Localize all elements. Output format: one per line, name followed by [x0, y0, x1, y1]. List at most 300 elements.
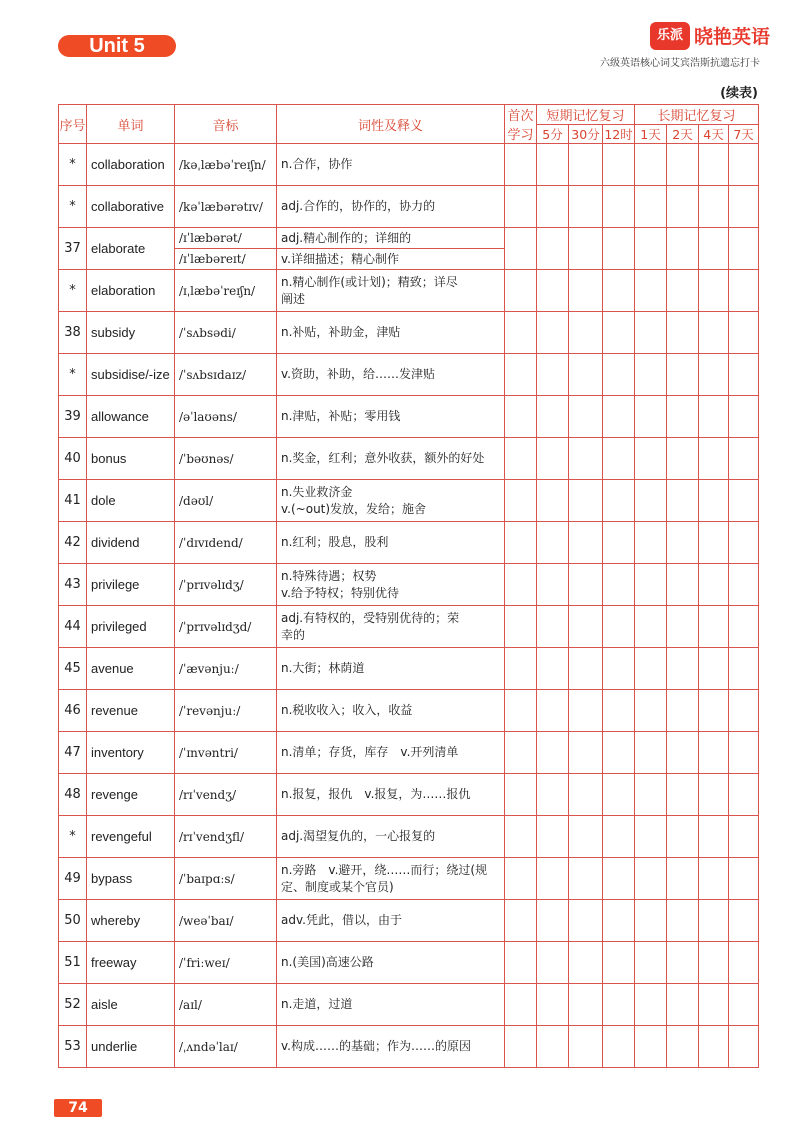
review-checkbox[interactable] [667, 564, 699, 606]
review-checkbox[interactable] [699, 270, 729, 312]
definition-cell [277, 1026, 505, 1068]
row-number: 49 [59, 858, 87, 900]
definition-line: n.红利；股息，股利 [281, 535, 389, 549]
review-checkbox[interactable] [667, 816, 699, 858]
review-checkbox[interactable] [699, 606, 729, 648]
review-checkbox[interactable] [635, 774, 667, 816]
table-row [59, 858, 759, 900]
review-checkbox[interactable] [729, 522, 759, 564]
definition-line: n.精心制作(或计划)；精致；详尽 [281, 274, 458, 289]
table-row [59, 690, 759, 732]
definition-line: 幸的 [281, 627, 306, 642]
review-checkbox[interactable] [537, 144, 569, 186]
review-checkbox[interactable] [603, 858, 635, 900]
review-checkbox[interactable] [729, 186, 759, 228]
review-checkbox[interactable] [635, 900, 667, 942]
review-checkbox[interactable] [729, 732, 759, 774]
row-number: 51 [59, 942, 87, 984]
review-checkbox[interactable] [699, 564, 729, 606]
review-checkbox[interactable] [569, 900, 603, 942]
review-checkbox[interactable] [505, 564, 537, 606]
definition-line: n.清单；存货，库存 v.开列清单 [281, 745, 459, 759]
word-cell: dole [87, 480, 175, 522]
col-header-phonetic: 音标 [175, 105, 277, 144]
review-checkbox[interactable] [569, 816, 603, 858]
review-checkbox[interactable] [603, 816, 635, 858]
table-row [59, 564, 759, 606]
review-checkbox[interactable] [699, 690, 729, 732]
row-number: * [59, 270, 87, 312]
review-checkbox[interactable] [729, 1026, 759, 1068]
review-checkbox[interactable] [699, 900, 729, 942]
review-checkbox[interactable] [505, 774, 537, 816]
review-checkbox[interactable] [537, 228, 569, 270]
review-checkbox[interactable] [667, 144, 699, 186]
review-checkbox[interactable] [603, 144, 635, 186]
review-checkbox[interactable] [603, 396, 635, 438]
review-checkbox[interactable] [699, 942, 729, 984]
review-checkbox[interactable] [505, 228, 537, 270]
review-checkbox[interactable] [505, 1026, 537, 1068]
definition-cell [277, 480, 505, 522]
definition-line: n.合作，协作 [281, 157, 353, 171]
review-checkbox[interactable] [699, 438, 729, 480]
review-checkbox[interactable] [537, 606, 569, 648]
definition-line: n.报复，报仇 v.报复，为……报仇 [281, 787, 471, 801]
review-checkbox[interactable] [505, 354, 537, 396]
row-number: * [59, 816, 87, 858]
row-number: 53 [59, 1026, 87, 1068]
review-checkbox[interactable] [603, 690, 635, 732]
review-checkbox[interactable] [635, 480, 667, 522]
word-cell: elaborate [87, 228, 175, 270]
review-checkbox[interactable] [537, 732, 569, 774]
definition-cell [277, 942, 505, 984]
review-checkbox[interactable] [603, 312, 635, 354]
definition-cell [277, 690, 505, 732]
row-number: 40 [59, 438, 87, 480]
definition-line: n.税收收入；收入，收益 [281, 703, 413, 717]
row-number: 37 [59, 228, 87, 270]
definition-line: 阐述 [281, 291, 306, 306]
review-checkbox[interactable] [603, 1026, 635, 1068]
review-checkbox[interactable] [667, 522, 699, 564]
review-checkbox[interactable] [537, 438, 569, 480]
review-checkbox[interactable] [505, 186, 537, 228]
review-checkbox[interactable] [603, 900, 635, 942]
review-checkbox[interactable] [569, 312, 603, 354]
word-cell: revenge [87, 774, 175, 816]
row-number: * [59, 186, 87, 228]
col-header-interval: 1天 [635, 125, 667, 144]
review-checkbox[interactable] [699, 396, 729, 438]
review-checkbox[interactable] [603, 186, 635, 228]
review-checkbox[interactable] [635, 732, 667, 774]
row-number: 42 [59, 522, 87, 564]
review-checkbox[interactable] [699, 732, 729, 774]
review-checkbox[interactable] [537, 900, 569, 942]
review-checkbox[interactable] [505, 438, 537, 480]
word-cell: privileged [87, 606, 175, 648]
review-checkbox[interactable] [505, 396, 537, 438]
review-checkbox[interactable] [729, 690, 759, 732]
col-header-interval: 2天 [667, 125, 699, 144]
review-checkbox[interactable] [729, 228, 759, 270]
word-cell: revengeful [87, 816, 175, 858]
phonetic-cell: /əˈlaʊəns/ [175, 396, 277, 438]
definition-cell [277, 816, 505, 858]
col-header-first-study: 首次学习 [505, 105, 537, 144]
table-row [59, 228, 759, 249]
review-checkbox[interactable] [603, 522, 635, 564]
review-checkbox[interactable] [603, 270, 635, 312]
review-checkbox[interactable] [603, 564, 635, 606]
review-checkbox[interactable] [729, 480, 759, 522]
word-cell: whereby [87, 900, 175, 942]
review-checkbox[interactable] [569, 186, 603, 228]
review-checkbox[interactable] [537, 984, 569, 1026]
definition-cell [277, 522, 505, 564]
review-checkbox[interactable] [635, 1026, 667, 1068]
definition-line: v.详细描述；精心制作 [281, 251, 399, 266]
review-checkbox[interactable] [569, 1026, 603, 1068]
review-checkbox[interactable] [603, 984, 635, 1026]
col-header-interval: 30分 [569, 125, 603, 144]
review-checkbox[interactable] [569, 396, 603, 438]
review-checkbox[interactable] [569, 984, 603, 1026]
review-checkbox[interactable] [537, 186, 569, 228]
review-checkbox[interactable] [667, 186, 699, 228]
review-checkbox[interactable] [699, 480, 729, 522]
phonetic-cell: /ɪˈlæbərət/ [175, 228, 277, 249]
review-checkbox[interactable] [569, 228, 603, 270]
review-checkbox[interactable] [667, 690, 699, 732]
review-checkbox[interactable] [569, 270, 603, 312]
col-header-short-term: 短期记忆复习 [537, 105, 635, 125]
review-checkbox[interactable] [537, 522, 569, 564]
review-checkbox[interactable] [667, 648, 699, 690]
review-checkbox[interactable] [699, 984, 729, 1026]
definition-line: v.构成……的基础；作为……的原因 [281, 1039, 471, 1053]
review-checkbox[interactable] [537, 816, 569, 858]
phonetic-cell: /aɪl/ [175, 984, 277, 1026]
review-checkbox[interactable] [635, 816, 667, 858]
row-number: * [59, 144, 87, 186]
brand-logo-icon: 乐派 [650, 22, 690, 50]
review-checkbox[interactable] [667, 1026, 699, 1068]
brand-title: 晓艳英语 [694, 26, 771, 48]
definition-cell [277, 900, 505, 942]
review-checkbox[interactable] [603, 438, 635, 480]
phonetic-cell: /ˈbaɪpɑːs/ [175, 858, 277, 900]
word-cell: subsidise/-ize [87, 354, 175, 396]
review-checkbox[interactable] [505, 732, 537, 774]
review-checkbox[interactable] [667, 606, 699, 648]
definition-cell [277, 438, 505, 480]
review-checkbox[interactable] [603, 942, 635, 984]
definition-line: n.大街；林荫道 [281, 661, 365, 675]
row-number: 50 [59, 900, 87, 942]
review-checkbox[interactable] [505, 942, 537, 984]
review-checkbox[interactable] [667, 270, 699, 312]
definition-line: n.特殊待遇；权势 [281, 568, 377, 583]
col-header-interval: 7天 [729, 125, 759, 144]
review-checkbox[interactable] [505, 270, 537, 312]
review-checkbox[interactable] [635, 144, 667, 186]
unit-label: Unit 5 [58, 35, 176, 57]
definition-line: v.给予特权；特别优待 [281, 585, 399, 600]
phonetic-cell: /ˈsʌbsɪdaɪz/ [175, 354, 277, 396]
table-row [59, 816, 759, 858]
review-checkbox[interactable] [699, 144, 729, 186]
row-number: 46 [59, 690, 87, 732]
review-checkbox[interactable] [505, 690, 537, 732]
page-number: 74 [54, 1099, 102, 1117]
definition-cell [277, 228, 505, 249]
review-checkbox[interactable] [603, 480, 635, 522]
phonetic-cell: /weəˈbaɪ/ [175, 900, 277, 942]
review-checkbox[interactable] [699, 1026, 729, 1068]
definition-cell [277, 774, 505, 816]
review-checkbox[interactable] [635, 270, 667, 312]
review-checkbox[interactable] [505, 648, 537, 690]
review-checkbox[interactable] [699, 858, 729, 900]
review-checkbox[interactable] [505, 606, 537, 648]
review-checkbox[interactable] [603, 774, 635, 816]
review-checkbox[interactable] [603, 732, 635, 774]
review-checkbox[interactable] [729, 774, 759, 816]
review-checkbox[interactable] [667, 438, 699, 480]
table-row [59, 648, 759, 690]
definition-line: n.奖金，红利；意外收获，额外的好处 [281, 451, 485, 465]
review-checkbox[interactable] [635, 438, 667, 480]
word-cell: aisle [87, 984, 175, 1026]
phonetic-cell: /ˈrevənjuː/ [175, 690, 277, 732]
review-checkbox[interactable] [699, 228, 729, 270]
review-checkbox[interactable] [635, 354, 667, 396]
review-checkbox[interactable] [569, 144, 603, 186]
review-checkbox[interactable] [537, 354, 569, 396]
review-checkbox[interactable] [635, 312, 667, 354]
phonetic-cell: /ˈsʌbsədi/ [175, 312, 277, 354]
review-checkbox[interactable] [699, 816, 729, 858]
review-checkbox[interactable] [729, 312, 759, 354]
review-checkbox[interactable] [569, 606, 603, 648]
table-row [59, 144, 759, 186]
definition-cell [277, 732, 505, 774]
review-checkbox[interactable] [537, 396, 569, 438]
review-checkbox[interactable] [537, 312, 569, 354]
row-number: 39 [59, 396, 87, 438]
review-checkbox[interactable] [569, 690, 603, 732]
word-cell: inventory [87, 732, 175, 774]
review-checkbox[interactable] [569, 354, 603, 396]
definition-cell [277, 984, 505, 1026]
row-number: 52 [59, 984, 87, 1026]
phonetic-cell: /kəˌlæbəˈreɪʃn/ [175, 144, 277, 186]
definition-cell [277, 564, 505, 606]
review-checkbox[interactable] [569, 438, 603, 480]
brand-subtitle: 六级英语核心词艾宾浩斯抗遗忘打卡 [600, 58, 760, 69]
review-checkbox[interactable] [537, 1026, 569, 1068]
review-checkbox[interactable] [537, 690, 569, 732]
definition-line: adj.渴望复仇的，一心报复的 [281, 829, 436, 843]
review-checkbox[interactable] [699, 186, 729, 228]
row-number: 44 [59, 606, 87, 648]
phonetic-cell: /ˈævənjuː/ [175, 648, 277, 690]
review-checkbox[interactable] [729, 438, 759, 480]
table-row [59, 900, 759, 942]
review-checkbox[interactable] [729, 984, 759, 1026]
definition-line: 定、制度或某个官员) [281, 879, 394, 894]
row-number: 47 [59, 732, 87, 774]
review-checkbox[interactable] [569, 732, 603, 774]
table-row [59, 354, 759, 396]
definition-line: n.旁路 v.避开，绕……而行；绕过(规 [281, 862, 488, 877]
col-header-interval: 5分 [537, 125, 569, 144]
review-checkbox[interactable] [667, 312, 699, 354]
review-checkbox[interactable] [505, 144, 537, 186]
review-checkbox[interactable] [537, 564, 569, 606]
review-checkbox[interactable] [729, 354, 759, 396]
review-checkbox[interactable] [667, 984, 699, 1026]
review-checkbox[interactable] [537, 942, 569, 984]
review-checkbox[interactable] [729, 606, 759, 648]
review-checkbox[interactable] [537, 270, 569, 312]
review-checkbox[interactable] [505, 900, 537, 942]
review-checkbox[interactable] [603, 354, 635, 396]
review-checkbox[interactable] [667, 732, 699, 774]
review-checkbox[interactable] [699, 522, 729, 564]
word-cell: privilege [87, 564, 175, 606]
table-row [59, 522, 759, 564]
review-checkbox[interactable] [635, 606, 667, 648]
table-row [59, 732, 759, 774]
review-checkbox[interactable] [635, 228, 667, 270]
review-checkbox[interactable] [635, 942, 667, 984]
col-header-no: 序号 [59, 105, 87, 144]
review-checkbox[interactable] [603, 606, 635, 648]
definition-cell [277, 606, 505, 648]
review-checkbox[interactable] [667, 942, 699, 984]
continued-note: (续表) [720, 86, 758, 101]
review-checkbox[interactable] [569, 564, 603, 606]
row-number: 45 [59, 648, 87, 690]
table-row [59, 984, 759, 1026]
review-checkbox[interactable] [635, 648, 667, 690]
definition-cell [277, 312, 505, 354]
review-checkbox[interactable] [729, 942, 759, 984]
word-cell: bypass [87, 858, 175, 900]
review-checkbox[interactable] [667, 858, 699, 900]
review-checkbox[interactable] [603, 228, 635, 270]
review-checkbox[interactable] [635, 984, 667, 1026]
review-checkbox[interactable] [699, 648, 729, 690]
review-checkbox[interactable] [699, 312, 729, 354]
review-checkbox[interactable] [729, 816, 759, 858]
word-cell: revenue [87, 690, 175, 732]
review-checkbox[interactable] [569, 774, 603, 816]
review-checkbox[interactable] [537, 858, 569, 900]
review-checkbox[interactable] [569, 858, 603, 900]
review-checkbox[interactable] [635, 690, 667, 732]
review-checkbox[interactable] [569, 942, 603, 984]
word-cell: elaboration [87, 270, 175, 312]
review-checkbox[interactable] [667, 774, 699, 816]
review-checkbox[interactable] [505, 522, 537, 564]
word-cell: allowance [87, 396, 175, 438]
review-checkbox[interactable] [603, 648, 635, 690]
review-checkbox[interactable] [537, 480, 569, 522]
phonetic-cell: /ˈprɪvəlɪdʒd/ [175, 606, 277, 648]
review-checkbox[interactable] [537, 774, 569, 816]
review-checkbox[interactable] [537, 648, 569, 690]
phonetic-cell: /ˈprɪvəlɪdʒ/ [175, 564, 277, 606]
review-checkbox[interactable] [667, 396, 699, 438]
phonetic-cell: /rɪˈvendʒfl/ [175, 816, 277, 858]
review-checkbox[interactable] [667, 900, 699, 942]
table-row [59, 774, 759, 816]
definition-cell [277, 858, 505, 900]
word-cell: subsidy [87, 312, 175, 354]
word-cell: collaboration [87, 144, 175, 186]
col-header-word: 单词 [87, 105, 175, 144]
definition-line: n.走道，过道 [281, 997, 353, 1011]
review-checkbox[interactable] [635, 186, 667, 228]
definition-cell [277, 186, 505, 228]
review-checkbox[interactable] [729, 564, 759, 606]
table-row [59, 186, 759, 228]
vocab-table [58, 104, 759, 1068]
review-checkbox[interactable] [729, 648, 759, 690]
definition-line: adj.合作的，协作的，协力的 [281, 199, 436, 213]
col-header-interval: 4天 [699, 125, 729, 144]
review-checkbox[interactable] [729, 858, 759, 900]
review-checkbox[interactable] [699, 774, 729, 816]
definition-line: n.补贴，补助金，津贴 [281, 325, 401, 339]
review-checkbox[interactable] [635, 564, 667, 606]
review-checkbox[interactable] [667, 480, 699, 522]
review-checkbox[interactable] [729, 900, 759, 942]
table-row [59, 1026, 759, 1068]
phonetic-cell: /dəʊl/ [175, 480, 277, 522]
review-checkbox[interactable] [667, 228, 699, 270]
review-checkbox[interactable] [635, 858, 667, 900]
review-checkbox[interactable] [699, 354, 729, 396]
review-checkbox[interactable] [505, 984, 537, 1026]
review-checkbox[interactable] [729, 270, 759, 312]
review-checkbox[interactable] [667, 354, 699, 396]
review-checkbox[interactable] [635, 396, 667, 438]
table-row [59, 438, 759, 480]
review-checkbox[interactable] [569, 480, 603, 522]
review-checkbox[interactable] [569, 522, 603, 564]
review-checkbox[interactable] [729, 396, 759, 438]
review-checkbox[interactable] [635, 522, 667, 564]
review-checkbox[interactable] [569, 648, 603, 690]
word-cell: collaborative [87, 186, 175, 228]
review-checkbox[interactable] [505, 858, 537, 900]
phonetic-cell: /ɪˌlæbəˈreɪʃn/ [175, 270, 277, 312]
review-checkbox[interactable] [505, 480, 537, 522]
review-checkbox[interactable] [505, 312, 537, 354]
review-checkbox[interactable] [505, 816, 537, 858]
review-checkbox[interactable] [729, 144, 759, 186]
row-number: 38 [59, 312, 87, 354]
definition-line: adj.精心制作的；详细的 [281, 230, 412, 245]
col-header-definition: 词性及释义 [277, 105, 505, 144]
row-number: 41 [59, 480, 87, 522]
